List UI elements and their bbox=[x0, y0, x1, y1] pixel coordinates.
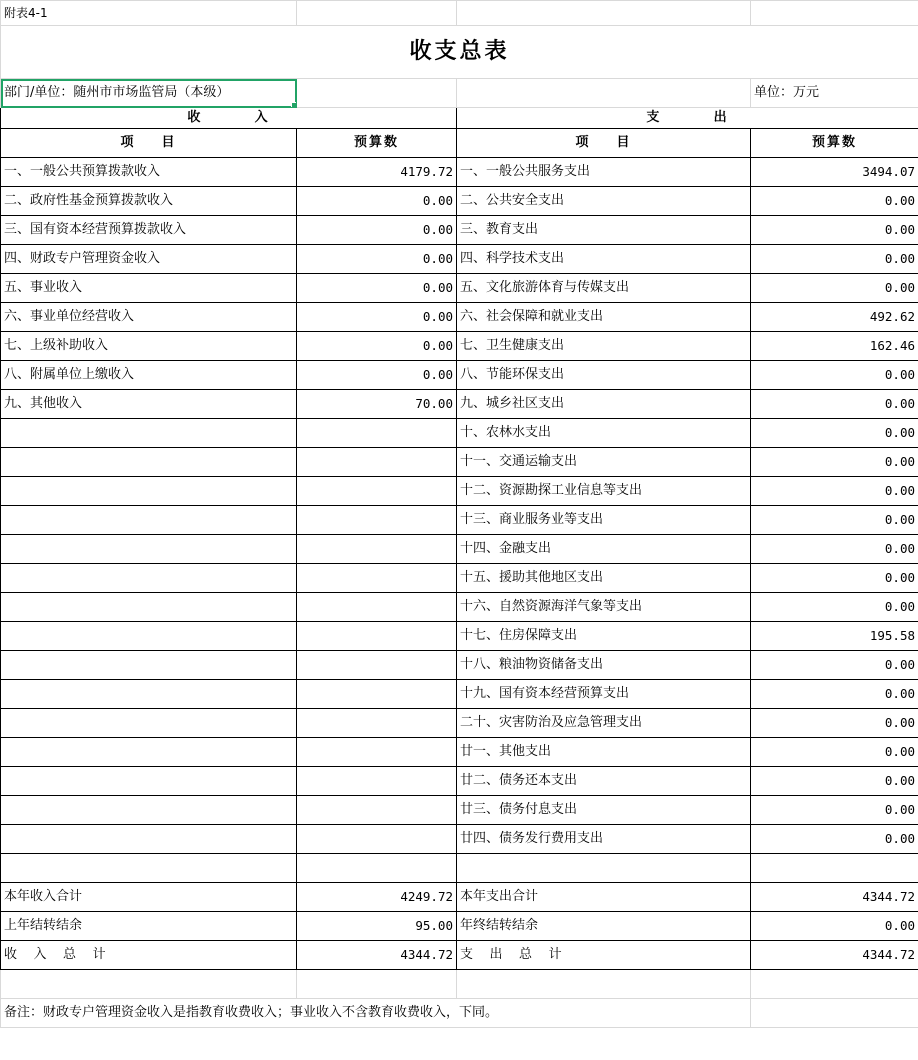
income-header[interactable]: 收 入 bbox=[1, 108, 457, 129]
income-value-cell[interactable] bbox=[297, 564, 457, 593]
income-value-cell[interactable] bbox=[297, 651, 457, 680]
expense-value-cell[interactable]: 195.58 bbox=[751, 622, 918, 651]
expense-item-cell[interactable]: 年终结转结余 bbox=[457, 912, 751, 941]
income-value-cell[interactable]: 95.00 bbox=[297, 912, 457, 941]
empty-cell[interactable] bbox=[751, 1, 918, 26]
expense-item-cell[interactable]: 五、文化旅游体育与传媒支出 bbox=[457, 274, 751, 303]
empty-cell[interactable] bbox=[297, 79, 457, 108]
expense-value-cell[interactable]: 0.00 bbox=[751, 187, 918, 216]
table-row bbox=[1, 796, 918, 825]
expense-item-cell[interactable]: 七、卫生健康支出 bbox=[457, 332, 751, 361]
table-row bbox=[1, 709, 918, 738]
table-row bbox=[1, 332, 918, 361]
expense-value-cell[interactable]: 0.00 bbox=[751, 912, 918, 941]
expense-item-header[interactable]: 项 目 bbox=[457, 129, 751, 158]
income-item-cell[interactable] bbox=[1, 796, 297, 825]
expense-item-cell[interactable]: 四、科学技术支出 bbox=[457, 245, 751, 274]
expense-item-cell[interactable]: 廿四、债务发行费用支出 bbox=[457, 825, 751, 854]
empty-cell[interactable] bbox=[1, 970, 297, 999]
empty-cell[interactable] bbox=[297, 1, 457, 26]
expense-item-cell[interactable]: 廿三、债务付息支出 bbox=[457, 796, 751, 825]
table-row bbox=[1, 535, 918, 564]
expense-item-cell[interactable]: 支 出 总 计 bbox=[457, 941, 751, 970]
expense-value-cell[interactable]: 0.00 bbox=[751, 738, 918, 767]
expense-item-cell[interactable]: 六、社会保障和就业支出 bbox=[457, 303, 751, 332]
income-item-cell[interactable] bbox=[1, 535, 297, 564]
expense-value-cell[interactable]: 0.00 bbox=[751, 825, 918, 854]
income-item-cell[interactable] bbox=[1, 680, 297, 709]
income-item-cell[interactable] bbox=[1, 825, 297, 854]
expense-value-cell[interactable]: 0.00 bbox=[751, 796, 918, 825]
income-value-cell[interactable] bbox=[297, 767, 457, 796]
empty-cell[interactable] bbox=[751, 999, 918, 1028]
expense-value-cell[interactable] bbox=[751, 854, 918, 883]
income-value-cell[interactable] bbox=[297, 506, 457, 535]
table-row bbox=[1, 564, 918, 593]
table-row bbox=[1, 361, 918, 390]
empty-cell[interactable] bbox=[297, 970, 457, 999]
income-value-cell[interactable] bbox=[297, 738, 457, 767]
expense-item-cell[interactable]: 一、一般公共服务支出 bbox=[457, 158, 751, 187]
expense-item-cell[interactable]: 三、教育支出 bbox=[457, 216, 751, 245]
income-item-cell[interactable] bbox=[1, 564, 297, 593]
income-value-cell[interactable]: 4179.72 bbox=[297, 158, 457, 187]
income-item-cell[interactable]: 收 入 总 计 bbox=[1, 941, 297, 970]
expense-item-cell[interactable]: 八、节能环保支出 bbox=[457, 361, 751, 390]
income-item-cell[interactable]: 六、事业单位经营收入 bbox=[1, 303, 297, 332]
income-value-cell[interactable] bbox=[297, 477, 457, 506]
expense-value-cell[interactable]: 0.00 bbox=[751, 216, 918, 245]
table-row bbox=[1, 274, 918, 303]
expense-value-cell[interactable]: 162.46 bbox=[751, 332, 918, 361]
table-row bbox=[1, 303, 918, 332]
expense-item-cell[interactable]: 十一、交通运输支出 bbox=[457, 448, 751, 477]
expense-item-cell[interactable] bbox=[457, 854, 751, 883]
income-value-cell[interactable] bbox=[297, 709, 457, 738]
income-item-cell[interactable] bbox=[1, 593, 297, 622]
empty-cell[interactable] bbox=[457, 79, 751, 108]
income-value-cell[interactable] bbox=[297, 796, 457, 825]
annex-label[interactable]: 附表4-1 bbox=[1, 1, 297, 26]
expense-value-cell[interactable]: 0.00 bbox=[751, 593, 918, 622]
income-value-cell[interactable]: 0.00 bbox=[297, 361, 457, 390]
income-item-cell[interactable]: 上年结转结余 bbox=[1, 912, 297, 941]
expense-value-cell[interactable]: 0.00 bbox=[751, 448, 918, 477]
spacer-row bbox=[1, 970, 918, 999]
expense-value-cell[interactable]: 0.00 bbox=[751, 709, 918, 738]
expense-value-cell[interactable]: 0.00 bbox=[751, 274, 918, 303]
table-row bbox=[1, 912, 918, 941]
table-row bbox=[1, 390, 918, 419]
table-row bbox=[1, 941, 918, 970]
expense-item-cell[interactable]: 本年支出合计 bbox=[457, 883, 751, 912]
table-row bbox=[1, 680, 918, 709]
income-item-cell[interactable]: 七、上级补助收入 bbox=[1, 332, 297, 361]
table-title[interactable]: 收支总表 bbox=[1, 26, 918, 79]
note-text[interactable]: 备注：财政专户管理资金收入是指教育收费收入；事业收入不含教育收费收入，下同。 bbox=[1, 999, 751, 1028]
expense-value-cell[interactable]: 0.00 bbox=[751, 361, 918, 390]
table-row bbox=[1, 448, 918, 477]
income-item-cell[interactable]: 八、附属单位上缴收入 bbox=[1, 361, 297, 390]
expense-item-cell[interactable]: 十九、国有资本经营预算支出 bbox=[457, 680, 751, 709]
income-value-cell[interactable] bbox=[297, 825, 457, 854]
table-row bbox=[1, 651, 918, 680]
table-row bbox=[1, 506, 918, 535]
table-row bbox=[1, 825, 918, 854]
expense-value-cell[interactable]: 0.00 bbox=[751, 535, 918, 564]
expense-value-cell[interactable]: 4344.72 bbox=[751, 883, 918, 912]
expense-item-cell[interactable]: 二十、灾害防治及应急管理支出 bbox=[457, 709, 751, 738]
expense-item-cell[interactable]: 二、公共安全支出 bbox=[457, 187, 751, 216]
income-item-cell[interactable] bbox=[1, 854, 297, 883]
income-value-cell[interactable] bbox=[297, 854, 457, 883]
table-row bbox=[1, 622, 918, 651]
table-row bbox=[1, 158, 918, 187]
income-item-header[interactable]: 项 目 bbox=[1, 129, 297, 158]
income-item-cell[interactable] bbox=[1, 709, 297, 738]
income-item-cell[interactable] bbox=[1, 622, 297, 651]
income-value-cell[interactable] bbox=[297, 535, 457, 564]
expense-budget-header[interactable]: 预算数 bbox=[751, 129, 918, 158]
income-value-cell[interactable] bbox=[297, 622, 457, 651]
expense-value-cell[interactable]: 0.00 bbox=[751, 506, 918, 535]
expense-item-cell[interactable]: 十五、援助其他地区支出 bbox=[457, 564, 751, 593]
expense-value-cell[interactable]: 0.00 bbox=[751, 419, 918, 448]
expense-item-cell[interactable]: 十四、金融支出 bbox=[457, 535, 751, 564]
table-row bbox=[1, 419, 918, 448]
expense-value-cell[interactable]: 0.00 bbox=[751, 680, 918, 709]
table-row bbox=[1, 738, 918, 767]
expense-value-cell[interactable]: 0.00 bbox=[751, 245, 918, 274]
income-value-cell[interactable]: 0.00 bbox=[297, 303, 457, 332]
expense-header[interactable]: 支 出 bbox=[457, 108, 918, 129]
income-item-cell[interactable]: 五、事业收入 bbox=[1, 274, 297, 303]
expense-item-cell[interactable]: 十七、住房保障支出 bbox=[457, 622, 751, 651]
table-row bbox=[1, 883, 918, 912]
income-value-cell[interactable]: 0.00 bbox=[297, 245, 457, 274]
expense-item-cell[interactable]: 十三、商业服务业等支出 bbox=[457, 506, 751, 535]
empty-cell[interactable] bbox=[457, 1, 751, 26]
expense-item-cell[interactable]: 廿二、债务还本支出 bbox=[457, 767, 751, 796]
income-item-cell[interactable] bbox=[1, 419, 297, 448]
empty-cell[interactable] bbox=[457, 970, 751, 999]
income-budget-header[interactable]: 预算数 bbox=[297, 129, 457, 158]
expense-value-cell[interactable]: 0.00 bbox=[751, 651, 918, 680]
income-item-cell[interactable]: 四、财政专户管理资金收入 bbox=[1, 245, 297, 274]
income-value-cell[interactable]: 4249.72 bbox=[297, 883, 457, 912]
income-value-cell[interactable]: 0.00 bbox=[297, 187, 457, 216]
table-row bbox=[1, 187, 918, 216]
expense-item-cell[interactable]: 十、农林水支出 bbox=[457, 419, 751, 448]
income-value-cell[interactable]: 0.00 bbox=[297, 274, 457, 303]
expense-item-cell[interactable]: 十六、自然资源海洋气象等支出 bbox=[457, 593, 751, 622]
income-value-cell[interactable]: 0.00 bbox=[297, 216, 457, 245]
income-item-cell[interactable] bbox=[1, 767, 297, 796]
department-cell[interactable]: 部门/单位：随州市市场监管局（本级） bbox=[1, 79, 297, 108]
income-item-cell[interactable] bbox=[1, 448, 297, 477]
expense-value-cell[interactable]: 0.00 bbox=[751, 477, 918, 506]
income-item-cell[interactable]: 九、其他收入 bbox=[1, 390, 297, 419]
income-item-cell[interactable]: 一、一般公共预算拨款收入 bbox=[1, 158, 297, 187]
income-value-cell[interactable] bbox=[297, 419, 457, 448]
income-item-cell[interactable]: 本年收入合计 bbox=[1, 883, 297, 912]
expense-item-cell[interactable]: 十八、粮油物资储备支出 bbox=[457, 651, 751, 680]
income-value-cell[interactable]: 4344.72 bbox=[297, 941, 457, 970]
expense-item-cell[interactable]: 九、城乡社区支出 bbox=[457, 390, 751, 419]
note-row bbox=[1, 999, 918, 1028]
income-item-cell[interactable] bbox=[1, 738, 297, 767]
expense-value-cell[interactable]: 0.00 bbox=[751, 390, 918, 419]
expense-value-cell[interactable]: 0.00 bbox=[751, 767, 918, 796]
income-value-cell[interactable]: 0.00 bbox=[297, 332, 457, 361]
expense-value-cell[interactable]: 3494.07 bbox=[751, 158, 918, 187]
table-row bbox=[1, 593, 918, 622]
expense-value-cell[interactable]: 0.00 bbox=[751, 564, 918, 593]
income-value-cell[interactable] bbox=[297, 680, 457, 709]
income-value-cell[interactable] bbox=[297, 448, 457, 477]
income-item-cell[interactable]: 三、国有资本经营预算拨款收入 bbox=[1, 216, 297, 245]
table-row bbox=[1, 245, 918, 274]
empty-cell[interactable] bbox=[751, 970, 918, 999]
table-row bbox=[1, 767, 918, 796]
income-item-cell[interactable] bbox=[1, 477, 297, 506]
table-row bbox=[1, 216, 918, 245]
expense-value-cell[interactable]: 492.62 bbox=[751, 303, 918, 332]
income-value-cell[interactable] bbox=[297, 593, 457, 622]
table-row bbox=[1, 477, 918, 506]
expense-item-cell[interactable]: 廿一、其他支出 bbox=[457, 738, 751, 767]
table-row bbox=[1, 854, 918, 883]
expense-value-cell[interactable]: 4344.72 bbox=[751, 941, 918, 970]
income-value-cell[interactable]: 70.00 bbox=[297, 390, 457, 419]
income-item-cell[interactable] bbox=[1, 506, 297, 535]
expense-item-cell[interactable]: 十二、资源勘探工业信息等支出 bbox=[457, 477, 751, 506]
income-item-cell[interactable] bbox=[1, 651, 297, 680]
unit-cell[interactable]: 单位：万元 bbox=[751, 79, 918, 108]
income-item-cell[interactable]: 二、政府性基金预算拨款收入 bbox=[1, 187, 297, 216]
